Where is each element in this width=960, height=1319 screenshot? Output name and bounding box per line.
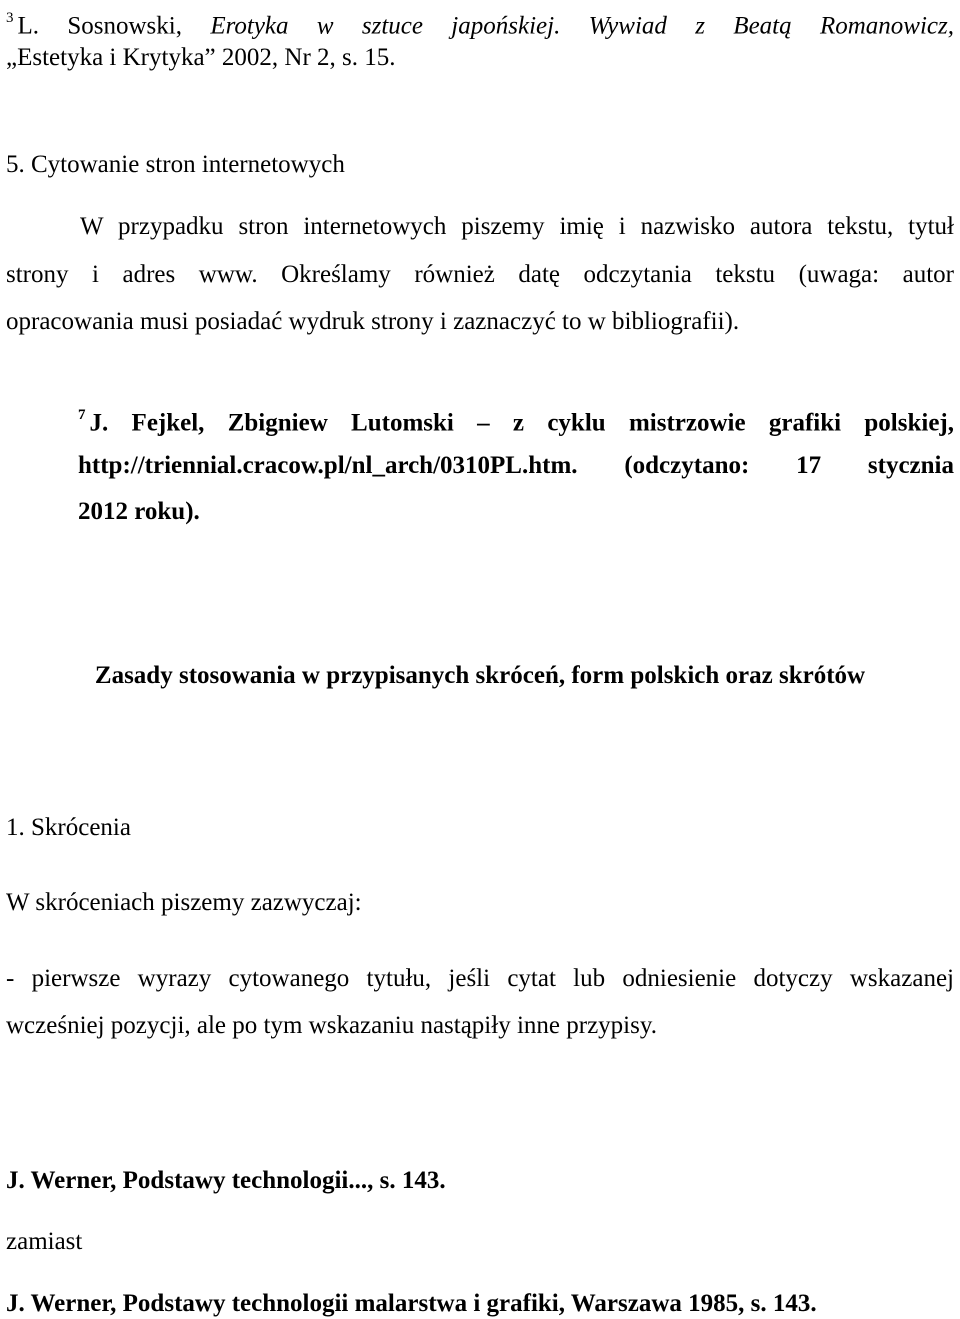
footnote-7-line-2: http://triennial.cracow.pl/nl_arch/0310PL.htm. (odczytano: 17 stycznia xyxy=(78,452,954,479)
page-title: Zasady stosowania w przypisanych skróceń, form polskich oraz skrótów xyxy=(94,662,866,689)
footnote-author: L. Sosnowski, xyxy=(17,12,211,40)
example-full-citation: J. Werner, Podstawy technologii malarstwa i grafiki, Warszawa 1985, s. 143. xyxy=(6,1290,817,1317)
footnote-title: Erotyka w sztuce japońskiej. Wywiad z Beatą Romanowicz, xyxy=(210,12,954,40)
footnote-number: 3 xyxy=(6,10,14,26)
paragraph-line: strony i adres www. Określamy również datę odczytania tekstu (uwaga: autor xyxy=(6,261,954,288)
instead-of-label: zamiast xyxy=(6,1228,83,1255)
footnote-3-line-1 xyxy=(6,5,954,41)
section-heading: 1. Skrócenia xyxy=(6,814,131,841)
example-short-citation: J. Werner, Podstawy technologii..., s. 143. xyxy=(6,1167,446,1194)
footnote-number: 7 xyxy=(78,407,86,423)
footnote-7-line-3: 2012 roku). xyxy=(78,498,200,525)
footnote-3-line-2: „Estetyka i Krytyka” 2002, Nr 2, s. 15. xyxy=(6,44,396,71)
footnote-text: J. Fejkel, Zbigniew Lutomski – z cyklu mistrzowie grafiki polskiej, xyxy=(89,409,954,437)
list-item-line: wcześniej pozycji, ale po tym wskazaniu nastąpiły inne przypisy. xyxy=(6,1012,657,1039)
footnote-7-line-1 xyxy=(78,402,954,438)
paragraph-line: W skróceniach piszemy zazwyczaj: xyxy=(6,889,362,916)
list-item-line: - pierwsze wyrazy cytowanego tytułu, jeśli cytat lub odniesienie dotyczy wskazanej xyxy=(6,965,954,992)
paragraph-line: opracowania musi posiadać wydruk strony i zaznaczyć to w bibliografii). xyxy=(6,308,740,335)
paragraph-line: W przypadku stron internetowych piszemy imię i nazwisko autora tekstu, tytuł xyxy=(80,213,954,240)
section-heading: 5. Cytowanie stron internetowych xyxy=(6,151,345,178)
